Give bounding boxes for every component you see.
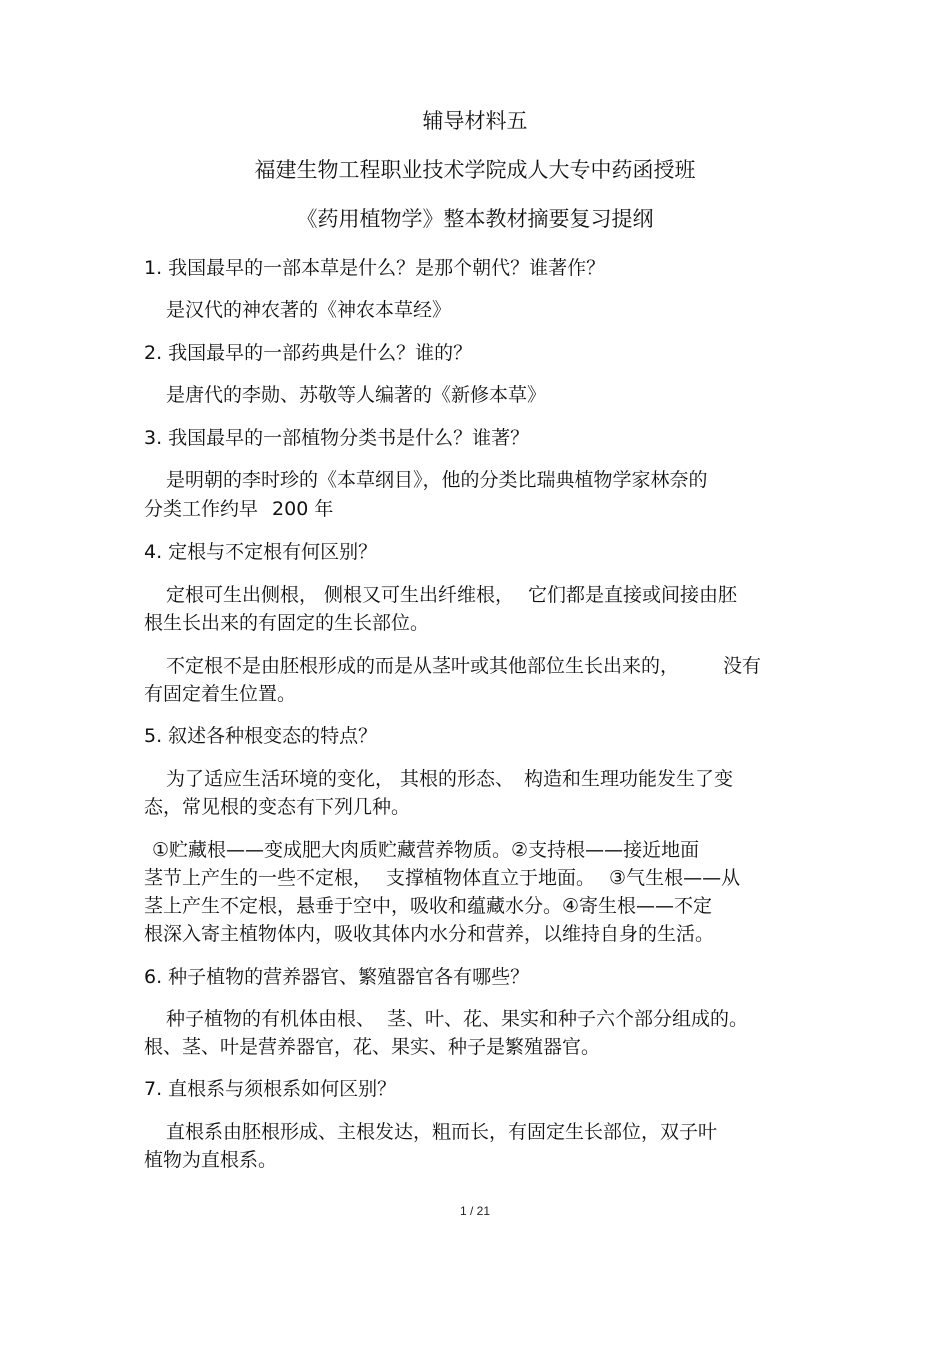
doc-subtitle: 福建生物工程职业技术学院成人大专中药函授班 [254, 158, 696, 182]
doc-title: 《药用植物学》整本教材摘要复习提纲 [296, 207, 654, 231]
doc-heading: 辅导材料五 [422, 109, 528, 133]
answer-5-para-2-line-2 [144, 865, 740, 891]
question-5: 5. 叙述各种根变态的特点？ [144, 725, 378, 747]
question-4: 4. 定根与不定根有何区别？ [144, 541, 378, 563]
answer-5-para-2-line-3: 茎上产生不定根，悬垂于空中，吸收和蕴藏水分。④寄生根——不定 [144, 895, 713, 917]
text-segment: 侧根又可生出纤维根， [324, 584, 515, 606]
text-segment: 茎节上产生的一些不定根， [144, 867, 373, 889]
answer-3-years: 200 年 [272, 498, 334, 520]
answer-4-para-1-line-2: 根生长出来的有固定的生长部位。 [144, 612, 430, 634]
answer-5-para-2-line-4: 根深入寄主植物体内，吸收其体内水分和营养，以维持自身的生活。 [144, 923, 715, 945]
answer-4-para-1-line-1 [166, 582, 737, 608]
answer-7-line-2: 植物为直根系。 [144, 1149, 278, 1171]
answer-6-line-1 [166, 1006, 748, 1032]
answer-5-para-1-line-1 [166, 766, 733, 792]
answer-2: 是唐代的李勋、苏敬等人编著的《新修本草》 [166, 384, 547, 406]
answer-5-para-1-line-2: 态，常见根的变态有下列几种。 [144, 796, 411, 818]
answer-1: 是汉代的神农著的《神农本草经》 [166, 299, 452, 321]
text-segment: ③气生根——从 [609, 867, 741, 889]
text-segment: 它们都是直接或间接由胚 [528, 584, 738, 606]
answer-5-para-2-line-1: ①贮藏根——变成肥大肉质贮藏营养物质。②支持根——接近地面 [152, 839, 700, 861]
question-2: 2. 我国最早的一部药典是什么？谁的？ [144, 342, 473, 364]
question-6: 6. 种子植物的营养器官、繁殖器官各有哪些？ [144, 966, 530, 988]
answer-3-line-1: 是明朝的李时珍的《本草纲目》，他的分类比瑞典植物学家林奈的 [166, 469, 708, 491]
question-7: 7. 直根系与须根系如何区别？ [144, 1078, 397, 1100]
answer-3-text: 分类工作约早 [144, 498, 259, 520]
text-segment: 茎、叶、花、果实和种子六个部分组成的。 [387, 1008, 749, 1030]
text-segment: 定根可生出侧根， [166, 584, 319, 606]
answer-4-para-2-line-1 [166, 653, 761, 679]
text-segment: 支撑植物体直立于地面。 [386, 867, 596, 889]
text-segment: 为了适应生活环境的变化， [166, 768, 395, 790]
text-segment: 其根的形态、 [400, 768, 515, 790]
text-segment: 种子植物的有机体由根、 [166, 1008, 376, 1030]
question-3: 3. 我国最早的一部植物分类书是什么？谁著？ [144, 427, 530, 449]
answer-4-para-2-line-2: 有固定着生位置。 [144, 683, 297, 705]
answer-7-line-1: 直根系由胚根形成、主根发达，粗而长，有固定生长部位，双子叶 [166, 1121, 718, 1143]
answer-6-line-2: 根、茎、叶是营养器官，花、果实、种子是繁殖器官。 [144, 1036, 601, 1058]
page-number: 1 / 21 [459, 1204, 491, 1218]
question-1: 1. 我国最早的一部本草是什么？是那个朝代？谁著作？ [144, 257, 606, 279]
text-segment: 构造和生理功能发生了变 [524, 768, 734, 790]
answer-3-line-2 [144, 496, 333, 522]
text-segment: 不定根不是由胚根形成的而是从茎叶或其他部位生长出来的， [166, 655, 680, 677]
text-segment: 没有 [723, 655, 762, 677]
